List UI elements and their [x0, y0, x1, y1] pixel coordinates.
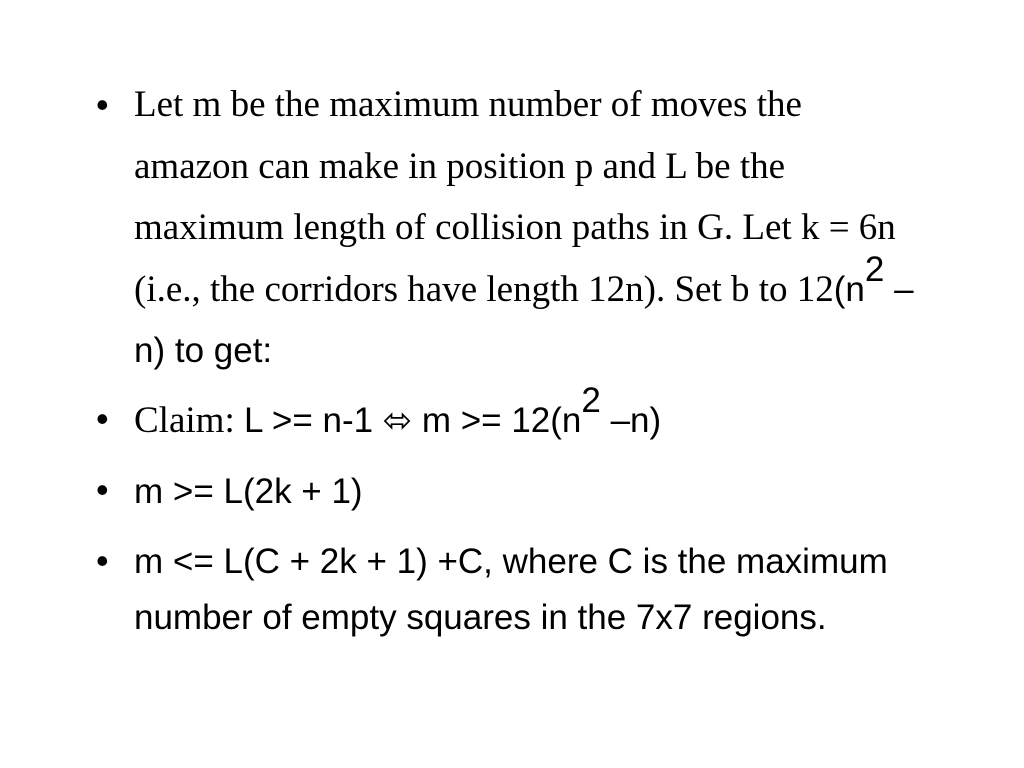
claim-right: m >= 12(n: [412, 400, 582, 440]
bullet-item-lower-bound: [96, 463, 926, 528]
bullet-list: [96, 78, 926, 652]
claim-tail: –n): [600, 400, 662, 440]
bullet-text: m >= L(2k + 1): [134, 471, 363, 511]
bullet-text-tail: –n) to get:: [134, 269, 914, 370]
double-arrow-icon: ⬄: [382, 400, 413, 440]
bullet-item-claim: [96, 381, 926, 457]
claim-label: Claim:: [134, 399, 244, 441]
superscript: 2: [581, 381, 601, 421]
bullet-marker: •: [96, 397, 109, 439]
bullet-marker: •: [96, 539, 109, 581]
bullet-text-math: (n: [833, 269, 865, 309]
bullet-marker: •: [96, 84, 109, 125]
superscript: 2: [864, 250, 885, 290]
bullet-text: Let m be the maximum number of moves the amazon can make in position p and L be the maximum length of collision paths in G. Let k = 6n (i.e., the corridors have length 12n). Set b to 12: [134, 84, 896, 310]
bullet-item-upper-bound: [96, 534, 926, 646]
bullet-item-definitions: [96, 78, 926, 386]
claim-left: L >= n-1: [243, 400, 383, 440]
bullet-text: m <= L(C + 2k + 1) +C, where C is the maximum number of empty squares in the 7x7 regions.: [134, 541, 888, 637]
bullet-marker: •: [96, 468, 109, 510]
